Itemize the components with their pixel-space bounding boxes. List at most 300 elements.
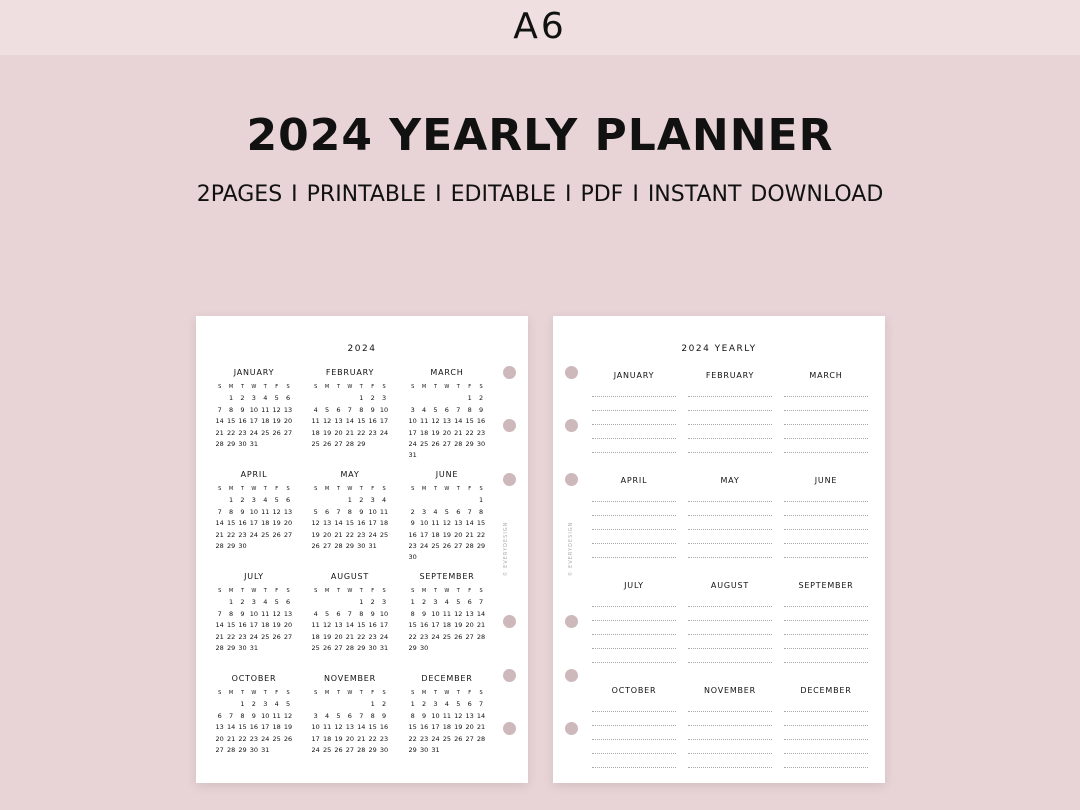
day-number: 2 (370, 598, 375, 607)
day-number: 20 (283, 621, 293, 630)
day-number: 21 (357, 734, 366, 743)
writing-line (784, 397, 868, 411)
day-number: 1 (478, 496, 484, 505)
day-number: 20 (345, 734, 354, 743)
month-name: FEBRUARY (325, 368, 375, 377)
yearly-month-block (688, 476, 772, 558)
day-number: 13 (454, 519, 463, 528)
day-number: 11 (311, 621, 320, 630)
day-number: 31 (368, 541, 377, 550)
writing-line (592, 411, 676, 425)
day-number: 2 (240, 394, 245, 403)
yearly-month-block (592, 371, 676, 453)
day-number: 12 (442, 519, 451, 528)
day-number: 10 (379, 405, 389, 414)
day-number: 10 (249, 609, 258, 618)
month-calendar (310, 470, 390, 552)
day-number: 28 (215, 439, 224, 448)
day-number: 15 (226, 417, 236, 426)
day-number: 18 (442, 723, 451, 732)
empty-day (333, 393, 344, 404)
empty-day (321, 393, 332, 404)
empty-day (310, 495, 321, 506)
month-name: NOVEMBER (323, 674, 377, 683)
day-number: 14 (215, 621, 224, 630)
yearly-month-name: FEBRUARY (705, 371, 755, 380)
weekday-label: W (444, 486, 450, 492)
day-number: 22 (408, 734, 417, 743)
weekday-label: F (468, 690, 472, 696)
weekday-label: S (411, 588, 415, 594)
day-number: 18 (261, 417, 270, 426)
day-number: 5 (444, 507, 449, 516)
subtitle: 2PAGES I PRINTABLE I EDITABLE I PDF I INSTANT DOWNLOAD (196, 182, 884, 207)
writing-line (592, 425, 676, 439)
writing-line (688, 649, 772, 663)
day-number: 16 (408, 530, 417, 539)
day-number: 29 (408, 745, 417, 754)
day-number: 8 (359, 609, 364, 618)
yearly-month-name: JULY (624, 581, 644, 590)
day-number: 31 (249, 439, 258, 448)
day-number: 12 (454, 711, 463, 720)
weekday-label: T (433, 486, 437, 492)
weekday-label: T (433, 384, 437, 390)
day-number: 25 (431, 541, 440, 550)
day-number: 15 (408, 621, 417, 630)
month-calendar (310, 368, 390, 450)
day-number: 9 (251, 711, 256, 720)
writing-line (784, 649, 868, 663)
day-number: 23 (238, 632, 247, 641)
day-number: 19 (283, 723, 293, 732)
empty-day (333, 597, 344, 608)
day-number: 21 (345, 428, 354, 437)
empty-day (441, 393, 452, 404)
day-number: 3 (251, 496, 256, 505)
day-number: 2 (410, 507, 415, 516)
day-number: 27 (334, 439, 343, 448)
headline: 2024 YEARLY PLANNER (246, 110, 834, 161)
writing-line (592, 726, 676, 740)
day-number: 20 (283, 417, 293, 426)
day-number: 11 (261, 405, 270, 414)
day-number: 6 (285, 496, 291, 505)
day-number: 10 (408, 417, 417, 426)
day-number: 8 (240, 711, 245, 720)
writing-line (784, 635, 868, 649)
writing-line (688, 411, 772, 425)
month-name: JUNE (435, 470, 459, 479)
day-number: 17 (419, 530, 429, 539)
weekday-label: F (371, 486, 375, 492)
day-number: 11 (261, 609, 270, 618)
day-number: 24 (249, 428, 258, 437)
month-calendar (214, 572, 294, 654)
day-number: 24 (379, 428, 389, 437)
day-number: 28 (454, 439, 463, 448)
month-name: OCTOBER (231, 674, 277, 683)
day-number: 11 (431, 519, 440, 528)
day-number: 29 (408, 643, 417, 652)
day-number: 21 (215, 428, 224, 437)
day-number: 27 (334, 643, 343, 652)
day-number: 18 (379, 519, 389, 528)
writing-line (592, 649, 676, 663)
day-number: 5 (274, 496, 279, 505)
day-number: 1 (229, 496, 234, 505)
day-number: 17 (431, 723, 440, 732)
weekday-label: M (421, 690, 427, 696)
weekday-label: W (347, 486, 353, 492)
weekday-label: W (444, 384, 450, 390)
writing-line (784, 502, 868, 516)
empty-day (214, 699, 225, 710)
day-number: 6 (444, 405, 449, 414)
day-number: 18 (419, 428, 429, 437)
day-number: 7 (467, 507, 472, 516)
day-number: 3 (381, 394, 387, 403)
writing-line (688, 439, 772, 453)
weekday-label: M (228, 486, 234, 492)
weekday-label: F (468, 486, 472, 492)
empty-day (214, 393, 225, 404)
yearly-month-block (784, 581, 868, 663)
empty-day (407, 393, 418, 404)
day-number: 1 (229, 394, 234, 403)
weekday-label: T (359, 384, 363, 390)
day-number: 11 (272, 711, 281, 720)
day-number: 17 (379, 621, 389, 630)
day-number: 21 (226, 734, 236, 743)
writing-line (592, 502, 676, 516)
empty-day (418, 495, 429, 506)
day-number: 25 (442, 734, 451, 743)
day-number: 24 (249, 530, 258, 539)
weekday-label: S (479, 384, 483, 390)
day-number: 10 (249, 405, 258, 414)
writing-line (784, 516, 868, 530)
weekday-label: W (347, 588, 353, 594)
day-number: 10 (431, 711, 440, 720)
day-number: 2 (359, 496, 364, 505)
writing-line (784, 383, 868, 397)
day-number: 1 (370, 700, 375, 709)
day-number: 28 (215, 541, 224, 550)
weekday-label: S (411, 690, 415, 696)
day-number: 23 (368, 632, 377, 641)
weekday-label: S (382, 690, 386, 696)
writing-line (784, 712, 868, 726)
day-number: 6 (336, 609, 341, 618)
day-number: 13 (334, 621, 343, 630)
month-calendar (407, 470, 487, 564)
weekday-label: M (324, 690, 330, 696)
day-number: 30 (357, 541, 366, 550)
writing-line (784, 544, 868, 558)
day-number: 21 (465, 530, 474, 539)
writing-line (688, 698, 772, 712)
day-number: 30 (379, 745, 389, 754)
day-number: 4 (263, 598, 268, 607)
day-number: 29 (357, 439, 366, 448)
empty-day (310, 597, 321, 608)
weekday-label: M (324, 384, 330, 390)
day-number: 21 (476, 723, 486, 732)
writing-line (592, 621, 676, 635)
day-number: 3 (433, 598, 438, 607)
day-number: 17 (379, 417, 389, 426)
day-number: 24 (379, 632, 389, 641)
day-number: 27 (465, 632, 474, 641)
day-number: 3 (422, 507, 427, 516)
day-number: 18 (311, 428, 320, 437)
day-number: 14 (476, 711, 486, 720)
day-number: 8 (229, 405, 234, 414)
empty-day (441, 495, 452, 506)
day-number: 23 (419, 632, 429, 641)
day-number: 8 (229, 609, 234, 618)
writing-line (688, 383, 772, 397)
day-number: 24 (431, 734, 440, 743)
day-number: 19 (272, 519, 281, 528)
weekday-label: F (275, 690, 279, 696)
day-number: 26 (283, 734, 293, 743)
day-number: 28 (357, 745, 366, 754)
day-number: 26 (454, 734, 463, 743)
writing-line (688, 712, 772, 726)
day-number: 15 (238, 723, 247, 732)
yearly-month-block (688, 686, 772, 768)
day-number: 6 (456, 507, 461, 516)
month-calendar (407, 368, 487, 462)
day-number: 19 (311, 530, 320, 539)
binder-hole (503, 473, 516, 486)
weekday-label: T (456, 588, 460, 594)
calendar-page-title: 2024 (347, 344, 377, 354)
day-number: 20 (334, 428, 343, 437)
day-number: 9 (422, 711, 427, 720)
day-number: 26 (322, 439, 332, 448)
day-number: 10 (311, 723, 320, 732)
writing-line (784, 698, 868, 712)
day-number: 8 (347, 507, 352, 516)
day-number: 29 (465, 439, 474, 448)
day-number: 2 (251, 700, 256, 709)
day-number: 11 (311, 417, 320, 426)
day-number: 14 (226, 723, 236, 732)
day-number: 6 (285, 598, 291, 607)
day-number: 23 (419, 734, 429, 743)
day-number: 2 (478, 394, 484, 403)
day-number: 5 (456, 598, 461, 607)
weekday-label: F (275, 588, 279, 594)
day-number: 23 (357, 530, 366, 539)
day-number: 23 (249, 734, 258, 743)
day-number: 30 (238, 643, 247, 652)
day-number: 10 (431, 609, 440, 618)
day-number: 4 (263, 496, 268, 505)
day-number: 23 (408, 541, 417, 550)
day-number: 13 (465, 711, 474, 720)
day-number: 6 (467, 598, 472, 607)
day-number: 18 (431, 530, 440, 539)
day-number: 31 (408, 451, 417, 460)
day-number: 22 (357, 632, 366, 641)
empty-day (333, 495, 344, 506)
weekday-label: M (324, 588, 330, 594)
day-number: 12 (431, 417, 440, 426)
day-number: 5 (456, 700, 461, 709)
day-number: 4 (274, 700, 279, 709)
yearly-month-name: APRIL (620, 476, 648, 485)
day-number: 19 (454, 723, 463, 732)
empty-day (344, 597, 355, 608)
writing-line (592, 698, 676, 712)
empty-day (464, 495, 475, 506)
weekday-label: M (421, 588, 427, 594)
day-number: 29 (345, 541, 354, 550)
day-number: 14 (357, 723, 366, 732)
weekday-label: T (359, 486, 363, 492)
day-number: 7 (478, 598, 484, 607)
day-number: 9 (422, 609, 427, 618)
day-number: 24 (368, 530, 377, 539)
weekday-label: S (218, 486, 222, 492)
writing-line (592, 439, 676, 453)
day-number: 4 (325, 711, 330, 720)
yearly-month-block (784, 476, 868, 558)
day-number: 25 (322, 745, 332, 754)
day-number: 10 (368, 507, 377, 516)
binder-hole (503, 419, 516, 432)
day-number: 22 (368, 734, 377, 743)
day-number: 17 (368, 519, 377, 528)
day-number: 11 (379, 507, 389, 516)
empty-day (430, 393, 441, 404)
binder-hole (565, 669, 578, 682)
day-number: 7 (347, 405, 352, 414)
day-number: 15 (357, 417, 366, 426)
writing-line (592, 712, 676, 726)
day-number: 3 (433, 700, 438, 709)
day-number: 4 (263, 394, 268, 403)
day-number: 23 (238, 428, 247, 437)
weekday-label: F (468, 384, 472, 390)
writing-line (592, 607, 676, 621)
yearly-month-name: JUNE (814, 476, 838, 485)
weekday-label: S (314, 588, 318, 594)
weekday-label: W (251, 384, 257, 390)
day-number: 25 (419, 439, 429, 448)
day-number: 24 (408, 439, 417, 448)
day-number: 26 (322, 643, 332, 652)
empty-day (310, 393, 321, 404)
empty-day (344, 393, 355, 404)
day-number: 20 (334, 632, 343, 641)
yearly-month-name: DECEMBER (800, 686, 852, 695)
binder-hole (503, 669, 516, 682)
writing-line (592, 383, 676, 397)
day-number: 7 (336, 507, 341, 516)
month-calendar (214, 674, 294, 756)
day-number: 27 (215, 745, 224, 754)
day-number: 5 (274, 394, 279, 403)
day-number: 5 (325, 405, 330, 414)
weekday-label: T (359, 690, 363, 696)
writing-line (592, 740, 676, 754)
day-number: 25 (442, 632, 451, 641)
day-number: 21 (476, 621, 486, 630)
day-number: 13 (322, 519, 332, 528)
yearly-month-name: NOVEMBER (703, 686, 757, 695)
day-number: 28 (345, 643, 354, 652)
day-number: 15 (345, 519, 354, 528)
day-number: 16 (238, 519, 247, 528)
day-number: 13 (334, 417, 343, 426)
writing-line (688, 635, 772, 649)
day-number: 14 (334, 519, 343, 528)
day-number: 16 (368, 621, 377, 630)
day-number: 21 (215, 632, 224, 641)
writing-line (784, 607, 868, 621)
day-number: 8 (370, 711, 375, 720)
day-number: 28 (465, 541, 474, 550)
day-number: 1 (467, 394, 472, 403)
day-number: 26 (272, 428, 281, 437)
day-number: 13 (345, 723, 354, 732)
day-number: 23 (368, 428, 377, 437)
writing-line (784, 425, 868, 439)
empty-day (453, 495, 464, 506)
day-number: 27 (283, 428, 293, 437)
top-band (0, 0, 1080, 55)
empty-day (407, 495, 418, 506)
day-number: 23 (379, 734, 389, 743)
weekday-label: S (411, 384, 415, 390)
day-number: 11 (322, 723, 332, 732)
day-number: 23 (238, 530, 247, 539)
day-number: 19 (272, 621, 281, 630)
day-number: 5 (325, 609, 330, 618)
day-number: 16 (419, 723, 429, 732)
day-number: 2 (381, 700, 387, 709)
weekday-label: T (240, 588, 244, 594)
day-number: 10 (379, 609, 389, 618)
day-number: 1 (240, 700, 245, 709)
day-number: 29 (226, 643, 236, 652)
month-calendar (407, 674, 487, 756)
weekday-label: S (314, 384, 318, 390)
empty-day (344, 699, 355, 710)
weekday-label: S (479, 486, 483, 492)
day-number: 6 (217, 711, 222, 720)
empty-day (321, 597, 332, 608)
binder-hole (565, 419, 578, 432)
day-number: 7 (217, 609, 222, 618)
day-number: 2 (422, 700, 427, 709)
day-number: 3 (263, 700, 268, 709)
yearly-month-block (688, 371, 772, 453)
weekday-label: T (433, 690, 437, 696)
day-number: 16 (238, 417, 247, 426)
day-number: 22 (345, 530, 354, 539)
day-number: 26 (442, 541, 451, 550)
day-number: 14 (215, 417, 224, 426)
month-calendar (214, 470, 294, 552)
day-number: 2 (240, 598, 245, 607)
writing-line (592, 530, 676, 544)
